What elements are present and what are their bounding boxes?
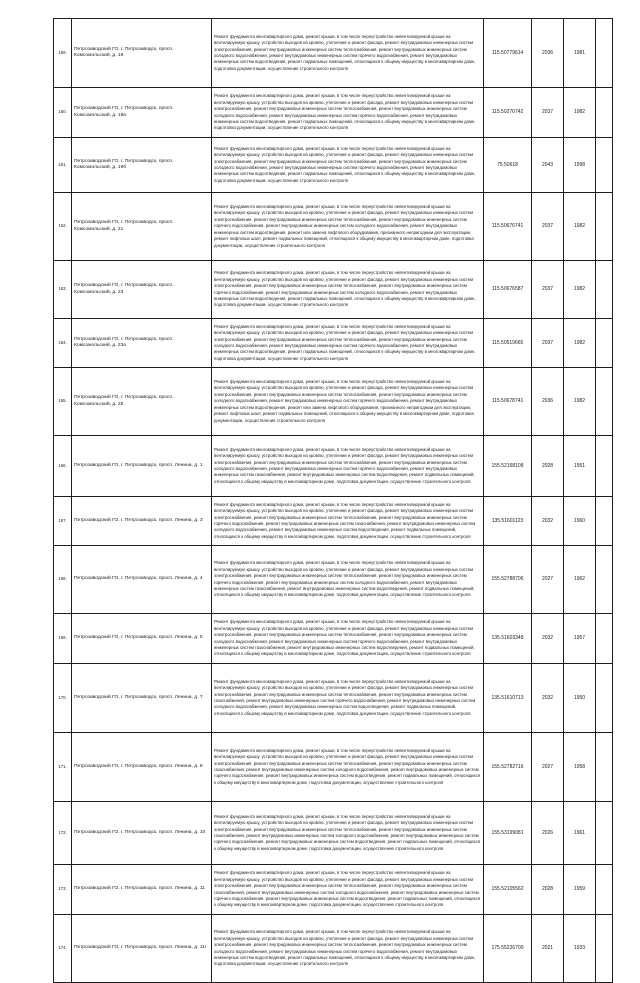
row-number: 169.	[54, 614, 72, 664]
built-year-cell: 1933	[564, 915, 596, 983]
planned-year-cell: 2036	[532, 368, 564, 436]
address-cell: Петрозаводский ГО, г. Петрозаводск, просп. Ленина, д. 8	[72, 733, 212, 802]
row-number: 167.	[54, 497, 72, 546]
table-row	[54, 614, 613, 664]
works-cell: Ремонт фундамента многоквартирного дома, ремонт крыши, в том числе переустройство невентилируемой крыши на вентилируемую крышу, устройство выходов на кровлю, утепление и ремонт фасада, ремонт внутридомовых инженерных систем электроснабжения, ремонт внутридомовых инженерных систем теплоснабжения, ремонт внутридомовых инженерных систем горячего водоснабжения, ремонт внутридомовых инженерных систем газоснабжения, ремонт внутридомовых инженерных систем холодного водоснабжения, ремонт внутридомовых инженерных систем водоотведения, ремонт подвальных помещений, относящихся к общему имуществу в многоквартирном доме, подготовка документации, осуществление строительного контроля	[212, 497, 484, 546]
empty-cell	[596, 546, 613, 614]
cost-cell: 155.53199081	[484, 802, 532, 865]
works-cell: Ремонт фундамента многоквартирного дома, ремонт крыши, в том числе переустройство невентилируемой крыши на вентилируемую крышу, устройство выходов на кровлю, утепление и ремонт фасада, ремонт внутридомовых инженерных систем электроснабжения, ремонт внутридомовых инженерных систем теплоснабжения, ремонт внутридомовых инженерных систем газоснабжения, ремонт внутридомовых инженерных систем горячего водоснабжения, ремонт внутридомовых инженерных систем холодного водоснабжения, ремонт внутридомовых инженерных систем водоотведения, ремонт подвальных помещений, относящихся к общему имуществу в многоквартирном доме, подготовка документации, осуществление строительного контроля	[212, 664, 484, 733]
row-number: 171.	[54, 733, 72, 802]
built-year-cell: 1957	[564, 614, 596, 664]
empty-cell	[596, 733, 613, 802]
works-cell: Ремонт фундамента многоквартирного дома, ремонт крыши, в том числе переустройство невентилируемой крыши на вентилируемую крышу, устройство выходов на кровлю, утепление и ремонт фасада, ремонт внутридомовых инженерных систем электроснабжения, ремонт внутридомовых инженерных систем теплоснабжения, ремонт внутридомовых инженерных систем холодного водоснабжения, ремонт внутридомовых инженерных систем горячего водоснабжения, ремонт внутридомовых инженерных систем газоснабжения, ремонт внутридомовых инженерных систем водоотведения, ремонт подвальных помещений, относящихся к общему имуществу в многоквартирном доме, подготовка документации, осуществление строительного контроля	[212, 436, 484, 497]
empty-cell	[596, 193, 613, 261]
planned-year-cell: 2037	[532, 319, 564, 368]
planned-year-cell: 2037	[532, 88, 564, 138]
table-row	[54, 436, 613, 497]
planned-year-cell: 2037	[532, 261, 564, 319]
row-number: 160.	[54, 88, 72, 138]
row-number: 170.	[54, 664, 72, 733]
table-row	[54, 733, 613, 802]
built-year-cell: 1982	[564, 319, 596, 368]
row-number: 174.	[54, 915, 72, 983]
table-row	[54, 193, 613, 261]
planned-year-cell: 2032	[532, 614, 564, 664]
address-cell: Петрозаводский ГО, г. Петрозаводск, просп. Комсомольский, д. 19	[72, 19, 212, 88]
cost-cell: 155.52168108	[484, 436, 532, 497]
empty-cell	[596, 19, 613, 88]
cost-cell: 135.51603348	[484, 614, 532, 664]
address-cell: Петрозаводский ГО, г. Петрозаводск, просп. Ленина, д. 3	[72, 497, 212, 546]
row-number: 159.	[54, 19, 72, 88]
planned-year-cell: 2026	[532, 802, 564, 865]
table-row	[54, 865, 613, 915]
built-year-cell: 1998	[564, 138, 596, 193]
works-cell: Ремонт фундамента многоквартирного дома, ремонт крыши, в том числе переустройство невентилируемой крыши на вентилируемую крышу, устройство выходов на кровлю, утепление и ремонт фасада, ремонт внутридомовых инженерных систем электроснабжения, ремонт внутридомовых инженерных систем теплоснабжения, ремонт внутридомовых инженерных систем газоснабжения, ремонт внутридомовых инженерных систем холодного водоснабжения, ремонт внутридомовых инженерных систем горячего водоснабжения, ремонт внутридомовых инженерных систем водоотведения, ремонт подвальных помещений, относящихся к общему имуществу в многоквартирном доме, подготовка документации, осуществление строительного контроля	[212, 865, 484, 915]
empty-cell	[596, 497, 613, 546]
planned-year-cell: 2021	[532, 915, 564, 983]
address-cell: Петрозаводский ГО, г. Петрозаводск, просп. Ленина, д. 5	[72, 614, 212, 664]
works-cell: Ремонт фундамента многоквартирного дома, ремонт крыши, в том числе переустройство невентилируемой крыши на вентилируемую крышу, устройство выходов на кровлю, утепление и ремонт фасада, ремонт внутридомовых инженерных систем электроснабжения, ремонт внутридомовых инженерных систем теплоснабжения, ремонт внутридомовых инженерных систем горячего водоснабжения, ремонт внутридомовых инженерных систем холодного водоснабжения, ремонт внутридомовых инженерных систем газоснабжения, ремонт внутридомовых инженерных систем водоотведения, ремонт подвальных помещений, относящихся к общему имуществу в многоквартирном доме, подготовка документации, осуществление строительного контроля	[212, 546, 484, 614]
built-year-cell: 1962	[564, 546, 596, 614]
table-row	[54, 261, 613, 319]
cost-cell: 115.50519665	[484, 319, 532, 368]
built-year-cell: 1959	[564, 865, 596, 915]
works-cell: Ремонт фундамента многоквартирного дома, ремонт крыши, в том числе переустройство невентилируемой крыши на вентилируемую крышу, устройство выходов на кровлю, утепление и ремонт фасада, ремонт внутридомовых инженерных систем электроснабжения, ремонт внутридомовых инженерных систем теплоснабжения, ремонт внутридомовых инженерных систем холодного водоснабжения, ремонт внутридомовых инженерных систем горячего водоснабжения, ремонт внутридомовых инженерных систем водоотведения, ремонт подвальных помещений, относящихся к общему имуществу в многоквартирном доме, подготовка документации, осуществление строительного контроля	[212, 915, 484, 983]
empty-cell	[596, 436, 613, 497]
address-cell: Петрозаводский ГО, г. Петрозаводск, просп. Ленина, д. 1	[72, 436, 212, 497]
table-row	[54, 19, 613, 88]
empty-cell	[596, 368, 613, 436]
built-year-cell: 1982	[564, 368, 596, 436]
works-cell: Ремонт фундамента многоквартирного дома, ремонт крыши, в том числе переустройство невентилируемой крыши на вентилируемую крышу, устройство выходов на кровлю, утепление и ремонт фасада, ремонт внутридомовых инженерных систем электроснабжения, ремонт внутридомовых инженерных систем теплоснабжения, ремонт внутридомовых инженерных систем горячего водоснабжения, ремонт внутридомовых инженерных систем холодного водоснабжения, ремонт внутридомовых инженерных систем водоотведения, ремонт подвальных помещений, относящихся к общему имуществу в многоквартирном доме, подготовка документации, осуществление строительного контроля	[212, 261, 484, 319]
table-row	[54, 546, 613, 614]
table-row	[54, 88, 613, 138]
empty-cell	[596, 319, 613, 368]
table-row	[54, 664, 613, 733]
cost-cell: 155.52105562	[484, 865, 532, 915]
works-cell: Ремонт фундамента многоквартирного дома, ремонт крыши, в том числе переустройство невентилируемой крыши на вентилируемую крышу, устройство выходов на кровлю, утепление и ремонт фасада, ремонт внутридомовых инженерных систем электроснабжения, ремонт внутридомовых инженерных систем теплоснабжения, ремонт внутридомовых инженерных систем газоснабжения, ремонт внутридомовых инженерных систем холодного водоснабжения, ремонт внутридомовых инженерных систем горячего водоснабжения, ремонт внутридомовых инженерных систем водоотведения, ремонт подвальных помещений, относящихся к общему имуществу в многоквартирном доме, подготовка документации, осуществление строительного контроля	[212, 802, 484, 865]
row-number: 173.	[54, 865, 72, 915]
address-cell: Петрозаводский ГО, г. Петрозаводск, просп. Комсомольский, д. 23	[72, 261, 212, 319]
row-number: 164.	[54, 319, 72, 368]
capital-repair-table	[53, 18, 613, 983]
built-year-cell: 1982	[564, 261, 596, 319]
planned-year-cell: 2027	[532, 546, 564, 614]
planned-year-cell: 2043	[532, 138, 564, 193]
empty-cell	[596, 261, 613, 319]
planned-year-cell: 2028	[532, 436, 564, 497]
built-year-cell: 1982	[564, 88, 596, 138]
cost-cell: 115.50270742	[484, 88, 532, 138]
row-number: 165.	[54, 368, 72, 436]
row-number: 166.	[54, 436, 72, 497]
planned-year-cell: 2032	[532, 664, 564, 733]
table-row	[54, 138, 613, 193]
cost-cell: 75.50618	[484, 138, 532, 193]
cost-cell: 175.55226700	[484, 915, 532, 983]
empty-cell	[596, 138, 613, 193]
address-cell: Петрозаводский ГО, г. Петрозаводск, просп. Ленина, д. 4	[72, 546, 212, 614]
table-row	[54, 497, 613, 546]
empty-cell	[596, 865, 613, 915]
cost-cell: 115.50779614	[484, 19, 532, 88]
address-cell: Петрозаводский ГО, г. Петрозаводск, просп. Ленина, д. 11	[72, 865, 212, 915]
works-cell: Ремонт фундамента многоквартирного дома, ремонт крыши, в том числе переустройство невентилируемой крыши на вентилируемую крышу, устройство выходов на кровлю, утепление и ремонт фасада, ремонт внутридомовых инженерных систем электроснабжения, ремонт внутридомовых инженерных систем теплоснабжения, ремонт внутридомовых инженерных систем холодного водоснабжения, ремонт внутридомовых инженерных систем горячего водоснабжения, ремонт внутридомовых инженерных систем водоотведения, ремонт подвальных помещений, относящихся к общему имуществу в многоквартирном доме, подготовка документации, осуществление строительного контроля	[212, 138, 484, 193]
planned-year-cell: 2036	[532, 19, 564, 88]
empty-cell	[596, 802, 613, 865]
cost-cell: 135.51610713	[484, 664, 532, 733]
cost-cell: 115.50676741	[484, 193, 532, 261]
address-cell: Петрозаводский ГО, г. Петрозаводск, просп. Комсомольский, д. 23а	[72, 319, 212, 368]
row-number: 162.	[54, 193, 72, 261]
built-year-cell: 1981	[564, 19, 596, 88]
works-cell: Ремонт фундамента многоквартирного дома, ремонт крыши, в том числе переустройство невентилируемой крыши на вентилируемую крышу, устройство выходов на кровлю, утепление и ремонт фасада, ремонт внутридомовых инженерных систем электроснабжения, ремонт внутридомовых инженерных систем теплоснабжения, ремонт внутридомовых инженерных систем холодного водоснабжения, ремонт внутридомовых инженерных систем горячего водоснабжения, ремонт внутридомовых инженерных систем газоснабжения, ремонт внутридомовых инженерных систем водоотведения, ремонт подвальных помещений, относящихся к общему имуществу в многоквартирном доме, подготовка документации, осуществление строительного контроля	[212, 614, 484, 664]
row-number: 168.	[54, 546, 72, 614]
table-row	[54, 319, 613, 368]
built-year-cell: 1958	[564, 733, 596, 802]
built-year-cell: 1982	[564, 193, 596, 261]
cost-cell: 115.50678741	[484, 368, 532, 436]
planned-year-cell: 2027	[532, 733, 564, 802]
row-number: 172.	[54, 802, 72, 865]
address-cell: Петрозаводский ГО, г. Петрозаводск, просп. Комсомольский, д. 19б	[72, 138, 212, 193]
address-cell: Петрозаводский ГО, г. Петрозаводск, просп. Ленина, д. 10	[72, 802, 212, 865]
row-number: 161.	[54, 138, 72, 193]
works-cell: Ремонт фундамента многоквартирного дома, ремонт крыши, в том числе переустройство невентилируемой крыши на вентилируемую крышу, устройство выходов на кровлю, утепление и ремонт фасада, ремонт внутридомовых инженерных систем электроснабжения, ремонт внутридомовых инженерных систем теплоснабжения, ремонт внутридомовых инженерных систем холодного водоснабжения, ремонт внутридомовых инженерных систем горячего водоснабжения, ремонт внутридомовых инженерных систем водоотведения, ремонт подвальных помещений, относящихся к общему имуществу в многоквартирном доме, подготовка документации, осуществление строительного контроля	[212, 88, 484, 138]
address-cell: Петрозаводский ГО, г. Петрозаводск, просп. Комсомольский, д. 21	[72, 193, 212, 261]
planned-year-cell: 2037	[532, 193, 564, 261]
empty-cell	[596, 664, 613, 733]
empty-cell	[596, 88, 613, 138]
table-row	[54, 915, 613, 983]
cost-cell: 135.51601123	[484, 497, 532, 546]
table-row	[54, 368, 613, 436]
built-year-cell: 1960	[564, 497, 596, 546]
works-cell: Ремонт фундамента многоквартирного дома, ремонт крыши, в том числе переустройство невентилируемой крыши на вентилируемую крышу, устройство выходов на кровлю, утепление и ремонт фасада, ремонт внутридомовых инженерных систем электроснабжения, ремонт внутридомовых инженерных систем теплоснабжения, ремонт внутридомовых инженерных систем холодного водоснабжения, ремонт внутридомовых инженерных систем горячего водоснабжения, ремонт внутридомовых инженерных систем водоотведения, ремонт подвальных помещений, относящихся к общему имуществу в многоквартирном доме, подготовка документации, осуществление строительного контроля	[212, 319, 484, 368]
planned-year-cell: 2028	[532, 865, 564, 915]
address-cell: Петрозаводский ГО, г. Петрозаводск, просп. Комсомольский, д. 19а	[72, 88, 212, 138]
address-cell: Петрозаводский ГО, г. Петрозаводск, просп. Ленина, д. 7	[72, 664, 212, 733]
built-year-cell: 1961	[564, 802, 596, 865]
empty-cell	[596, 614, 613, 664]
empty-cell	[596, 915, 613, 983]
address-cell: Петрозаводский ГО, г. Петрозаводск, просп. Комсомольский, д. 25	[72, 368, 212, 436]
row-number: 163.	[54, 261, 72, 319]
planned-year-cell: 2032	[532, 497, 564, 546]
cost-cell: 115.50676587	[484, 261, 532, 319]
cost-cell: 155.52782716	[484, 733, 532, 802]
built-year-cell: 1950	[564, 664, 596, 733]
built-year-cell: 1951	[564, 436, 596, 497]
works-cell: Ремонт фундамента многоквартирного дома, ремонт крыши, в том числе переустройство невентилируемой крыши на вентилируемую крышу, устройство выходов на кровлю, утепление и ремонт фасада, ремонт внутридомовых инженерных систем электроснабжения, ремонт внутридомовых инженерных систем теплоснабжения, ремонт внутридомовых инженерных систем холодного водоснабжения, ремонт внутридомовых инженерных систем горячего водоснабжения, ремонт внутридомовых инженерных систем водоотведения, ремонт или замена лифтового оборудования, признанного непригодным для эксплуатации, ремонт лифтовых шахт, ремонт подвальных помещений, относящихся к общему имуществу в многоквартирном доме, подготовка документации, осуществление строительного контроля	[212, 368, 484, 436]
works-cell: Ремонт фундамента многоквартирного дома, ремонт крыши, в том числе переустройство невентилируемой крыши на вентилируемую крышу, устройство выходов на кровлю, утепление и ремонт фасада, ремонт внутридомовых инженерных систем электроснабжения, ремонт внутридомовых инженерных систем теплоснабжения, ремонт внутридомовых инженерных систем газоснабжения, ремонт внутридомовых инженерных систем холодного водоснабжения, ремонт внутридомовых инженерных систем горячего водоснабжения, ремонт внутридомовых инженерных систем водоотведения, ремонт подвальных помещений, относящихся к общему имуществу в многоквартирном доме, подготовка документации, осуществление строительного контроля	[212, 733, 484, 802]
table-row	[54, 802, 613, 865]
works-cell: Ремонт фундамента многоквартирного дома, ремонт крыши, в том числе переустройство невентилируемой крыши на вентилируемую крышу, устройство выходов на кровлю, утепление и ремонт фасада, ремонт внутридомовых инженерных систем электроснабжения, ремонт внутридомовых инженерных систем теплоснабжения, ремонт внутридомовых инженерных систем горячего водоснабжения, ремонт внутридомовых инженерных систем холодного водоснабжения, ремонт внутридомовых инженерных систем водоотведения, ремонт или замена лифтового оборудования, признанного непригодным для эксплуатации, ремонт лифтовых шахт, ремонт подвальных помещений, относящихся к общему имуществу в многоквартирном доме, подготовка документации, осуществление строительного контроля	[212, 193, 484, 261]
address-cell: Петрозаводский ГО, г. Петрозаводск, просп. Ленина, д. 11г	[72, 915, 212, 983]
works-cell: Ремонт фундамента многоквартирного дома, ремонт крыши, в том числе переустройство невентилируемой крыши на вентилируемую крышу, устройство выходов на кровлю, утепление и ремонт фасада, ремонт внутридомовых инженерных систем электроснабжения, ремонт внутридомовых инженерных систем теплоснабжения, ремонт внутридомовых инженерных систем холодного водоснабжения, ремонт внутридомовых инженерных систем горячего водоснабжения, ремонт внутридомовых инженерных систем водоотведения, ремонт подвальных помещений, относящихся к общему имуществу в многоквартирном доме, подготовка документации, осуществление строительного контроля	[212, 19, 484, 88]
cost-cell: 155.52788706	[484, 546, 532, 614]
table-body	[54, 19, 613, 983]
